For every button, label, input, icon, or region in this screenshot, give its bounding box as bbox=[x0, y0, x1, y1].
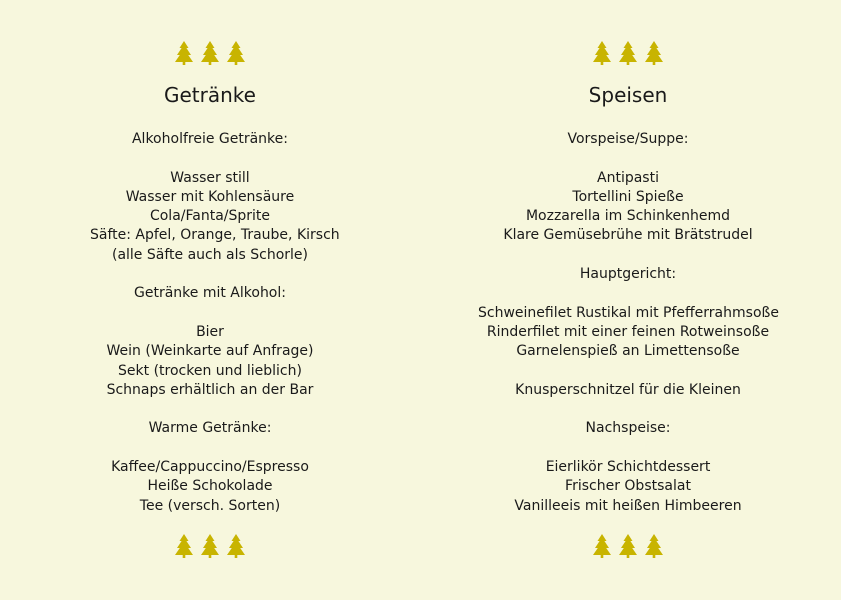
spacer-line bbox=[90, 265, 330, 284]
menu-line: Klare Gemüsebrühe mit Brätstrudel bbox=[503, 227, 753, 244]
menu-line: Sekt (trocken und lieblich) bbox=[118, 362, 302, 379]
tree-ornament-top bbox=[478, 40, 778, 66]
menu-line: Vorspeise/Suppe: bbox=[567, 131, 689, 147]
tree-icon bbox=[618, 40, 638, 66]
menu-line: Bier bbox=[196, 323, 224, 340]
tree-icon bbox=[618, 533, 638, 559]
menu-line: Antipasti bbox=[597, 169, 659, 186]
tree-icon bbox=[226, 533, 246, 559]
menu-line: Tee (versch. Sorten) bbox=[139, 497, 281, 514]
menu-line: Warme Getränke: bbox=[148, 420, 272, 437]
menu-line: Wein (Weinkarte auf Anfrage) bbox=[106, 343, 314, 360]
menu-line: Cola/Fanta/Sprite bbox=[149, 208, 271, 225]
spacer-line bbox=[90, 149, 330, 168]
menu-line: Vanilleeis mit heißen Himbeeren bbox=[514, 497, 742, 514]
spacer-line bbox=[478, 246, 778, 265]
menu-line: Säfte: Apfel, Orange, Traube, Kirsch bbox=[90, 227, 340, 244]
menu-line: Schnaps erhältlich an der Bar bbox=[106, 381, 314, 398]
menu-line: Kaffee/Cappuccino/Espresso bbox=[111, 459, 309, 476]
tree-icon bbox=[644, 40, 664, 66]
spacer-line bbox=[90, 439, 330, 458]
menu-line: Rinderfilet mit einer feinen Rotweinsoße bbox=[486, 323, 770, 340]
menu-line: Getränke mit Alkohol: bbox=[134, 285, 286, 302]
tree-icon bbox=[174, 40, 194, 66]
menu-line: Hauptgericht: bbox=[579, 266, 677, 283]
drinks-list bbox=[90, 130, 340, 516]
spacer-line bbox=[478, 439, 778, 458]
menu-line: Alkoholfreie Getränke: bbox=[131, 131, 288, 147]
tree-icon bbox=[174, 533, 194, 559]
menu-line: Schweinefilet Rustikal mit Pfefferrahmsoße bbox=[478, 304, 779, 321]
spacer-line bbox=[478, 362, 778, 381]
tree-icon bbox=[226, 40, 246, 66]
spacer-line bbox=[90, 304, 330, 323]
food-list bbox=[478, 130, 778, 516]
tree-icon bbox=[200, 40, 220, 66]
menu-line: Garnelenspieß an Limettensoße bbox=[516, 343, 740, 360]
spacer-line bbox=[478, 284, 778, 303]
drinks-title: Getränke bbox=[164, 83, 256, 107]
tree-ornament-bottom bbox=[478, 533, 778, 559]
menu-line: Heiße Schokolade bbox=[147, 478, 273, 495]
menu-line: (alle Säfte auch als Schorle) bbox=[111, 246, 308, 263]
tree-icon bbox=[200, 533, 220, 559]
menu-line: Wasser still bbox=[170, 169, 250, 186]
menu-line: Eierlikör Schichtdessert bbox=[545, 459, 711, 476]
menu-line: Frischer Obstsalat bbox=[565, 478, 691, 495]
menu-line: Nachspeise: bbox=[585, 420, 671, 437]
tree-ornament-top bbox=[90, 40, 330, 66]
menu-line: Tortellini Spieße bbox=[572, 188, 684, 205]
food-title: Speisen bbox=[588, 83, 668, 107]
spacer-line bbox=[478, 400, 778, 419]
tree-icon bbox=[592, 533, 612, 559]
tree-icon bbox=[644, 533, 664, 559]
spacer-line bbox=[90, 400, 330, 419]
menu-line: Knusperschnitzel für die Kleinen bbox=[515, 381, 741, 398]
spacer-line bbox=[478, 149, 778, 168]
tree-ornament-bottom bbox=[90, 533, 330, 559]
menu-line: Wasser mit Kohlensäure bbox=[125, 188, 295, 205]
menu-line: Mozzarella im Schinkenhemd bbox=[525, 208, 731, 225]
tree-icon bbox=[592, 40, 612, 66]
